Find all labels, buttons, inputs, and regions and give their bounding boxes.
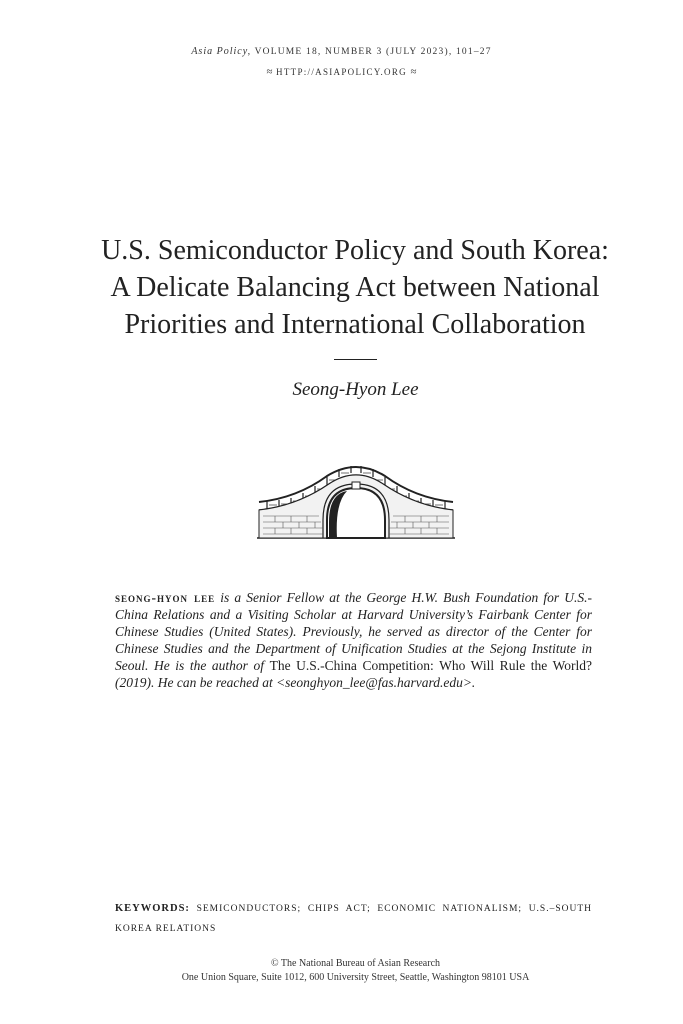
bio-book-title: The U.S.-China Competition: Who Will Rule the World? xyxy=(269,658,592,673)
bio-text-part-2: (2019). He can be reached at <seonghyon_lee@fas.harvard.edu>. xyxy=(115,675,476,690)
bio-author-name: seong-hyon lee xyxy=(115,590,216,605)
keywords-section xyxy=(115,899,592,939)
publisher-footer xyxy=(0,957,683,985)
title-divider xyxy=(334,359,377,360)
journal-url-line xyxy=(0,66,683,78)
author-bio xyxy=(115,589,592,691)
issue-info: VOLUME 18, NUMBER 3 (JULY 2023), 101–27 xyxy=(254,47,492,57)
keywords-label: KEYWORDS: xyxy=(115,903,190,914)
keyword-item: SEMICONDUCTORS; xyxy=(196,904,302,914)
keyword-item: U.S.–SOUTH KOREA RELATIONS xyxy=(115,904,592,934)
publisher-address: One Union Square, Suite 1012, 600 University Street, Seattle, Washington 98101 USA xyxy=(181,972,530,983)
keyword-item: CHIPS ACT; xyxy=(307,904,371,914)
journal-url[interactable]: HTTP://ASIAPOLICY.ORG xyxy=(276,67,407,77)
journal-name: Asia Policy, xyxy=(191,46,252,57)
tilde-right-ornament: ≈ xyxy=(410,66,417,78)
keyword-item: ECONOMIC NATIONALISM; xyxy=(377,904,523,914)
tilde-left-ornament: ≈ xyxy=(266,66,273,78)
bio-text-part-1: is a Senior Fellow at the George H.W. Bush Foundation for U.S.-China Relations and a Visiting Scholar at Harvard University’s Fairbank Center for Chinese Studies (United States). Previously, he served as director of the Center for Chinese Studies and the Department of Unification Studies at the Sejong Institute in Seoul. He is the author of xyxy=(115,590,593,673)
journal-citation xyxy=(0,45,683,59)
article-title: U.S. Semiconductor Policy and South Korea: A Delicate Balancing Act between National Priorities and International Collaboration xyxy=(101,235,609,340)
bridge-illustration xyxy=(257,458,455,540)
author-name: Seong-Hyon Lee xyxy=(292,379,419,400)
copyright-line: © The National Bureau of Asian Research xyxy=(270,958,441,969)
